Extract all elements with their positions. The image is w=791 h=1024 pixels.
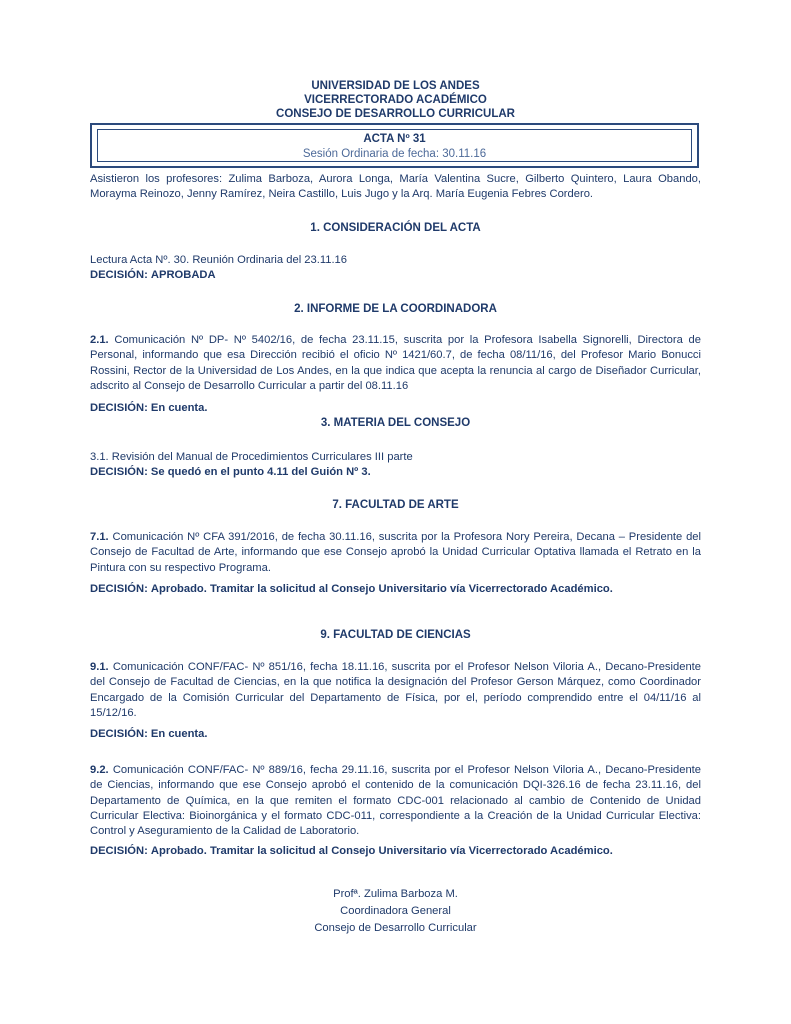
decision-label: DECISIÓN: <box>90 583 148 595</box>
session-date: Sesión Ordinaria de fecha: 30.11.16 <box>302 148 487 160</box>
decision-label: DECISIÓN: <box>90 845 148 857</box>
item-text: Comunicación CONF/FAC- Nº 851/16, fecha 18.11.16, suscrita por el Profesor Nelson Viloria A., Decano-Presidente del Consejo de Facultad de Ciencias, en la que notifica la designación del Profesor Gerson Márquez, como Coordinador Encargado de la Comisión Curricular del Departamento de Física, por el, período comprendido entre el 04/11/16 al 15/12/16. <box>90 661 702 719</box>
decision-label: DECISIÓN: <box>90 728 148 740</box>
signature-org: Consejo de Desarrollo Curricular <box>314 922 477 934</box>
section-7-decision <box>90 582 701 597</box>
section-2-item <box>90 333 701 394</box>
section-1-heading: 1. CONSIDERACIÓN DEL ACTA <box>310 222 481 234</box>
item-text: Comunicación Nº DP- Nº 5402/16, de fecha 23.11.15, suscrita por la Profesora Isabella Signorelli, Directora de Personal, informando que esa Dirección recibió el oficio Nº 1421/60.7, de fecha 08/11/16, del Profesor Mario Bonucci Rossini, Rector de la Universidad de Los Andes, en la que indica que acepta la renuncia al cargo de Diseñador Curricular, adscrito al Consejo de Desarrollo Curricular a partir del 08.11.16 <box>90 334 701 392</box>
decision-value: Se quedó en el punto 4.11 del Guión Nº 3. <box>150 466 371 478</box>
item-number: 7.1. <box>90 531 109 543</box>
signature-name: Profª. Zulima Barboza M. <box>333 888 458 900</box>
section-3-heading: 3. MATERIA DEL CONSEJO <box>320 417 471 429</box>
university-name: UNIVERSIDAD DE LOS ANDES <box>311 80 480 92</box>
item-number: 9.1. <box>90 661 109 673</box>
item-text: Comunicación Nº CFA 391/2016, de fecha 30.11.16, suscrita por la Profesora Nory Pereira, Decana – Presidente del Consejo de Facultad de Arte, informando que ese Consejo aprobó la Unidad Curricular Optativa llamada el Retrato en la Pintura con su respectivo Programa. <box>90 531 701 574</box>
section-9-item-1 <box>90 660 701 721</box>
item-text: Comunicación CONF/FAC- Nº 889/16, fecha 29.11.16, suscrita por el Profesor Nelson Viloria A., Decano-Presidente de Ciencias, informando que ese Consejo aprobó el contenido de la comunicación DQI-326.16 de fecha 23.11.16, del Departamento de Química, en la que remiten el formato CDC-001 relacionado al cambio de Contenido de Unidad Curricular Electiva: Bioinorgánica y el formato CDC-011, correspondiente a la Creación de la Unidad Curricular Electiva: Control y Aseguramiento de la Calidad de Laboratorio. <box>90 764 702 838</box>
decision-value: En cuenta. <box>150 402 208 414</box>
decision-value: Aprobado. Tramitar la solicitud al Consejo Universitario vía Vicerrectorado Académico. <box>150 583 613 595</box>
vicerrectorado-name: VICERRECTORADO ACADÉMICO <box>304 94 487 106</box>
acta-title-box <box>90 123 699 168</box>
acta-number: ACTA Nº 31 <box>363 133 426 145</box>
section-3-decision <box>90 465 701 480</box>
section-2-heading: 2. INFORME DE LA COORDINADORA <box>294 303 497 315</box>
decision-value: APROBADA <box>150 269 216 281</box>
signature-block <box>90 886 701 937</box>
decision-label: DECISIÓN: <box>90 466 148 478</box>
signature-role: Coordinadora General <box>340 905 451 917</box>
section-7-heading: 7. FACULTAD DE ARTE <box>332 499 459 511</box>
section-9-heading: 9. FACULTAD DE CIENCIAS <box>320 629 471 641</box>
decision-value: Aprobado. Tramitar la solicitud al Consejo Universitario vía Vicerrectorado Académico. <box>150 845 613 857</box>
section-9-item-1-decision <box>90 727 701 742</box>
consejo-name: CONSEJO DE DESARROLLO CURRICULAR <box>276 108 515 120</box>
acta-title-inner-box <box>97 129 692 162</box>
section-1-text: Lectura Acta Nº. 30. Reunión Ordinaria del 23.11.16 <box>90 254 347 266</box>
decision-value: En cuenta. <box>150 728 208 740</box>
section-3-text: 3.1. Revisión del Manual de Procedimientos Curriculares III parte <box>90 451 413 463</box>
item-number: 9.2. <box>90 764 109 776</box>
section-2-decision <box>90 401 701 416</box>
section-7-item <box>90 530 701 576</box>
attendance-paragraph: Asistieron los profesores: Zulima Barboza, Aurora Longa, María Valentina Sucre, Gilberto Quintero, Laura Obando, Morayma Reinozo, Jenny Ramírez, Neira Castillo, Luis Jugo y la Arq. María Eugenia Febres Cordero. <box>90 173 701 201</box>
item-number: 2.1. <box>90 334 109 346</box>
section-9-item-2-decision <box>90 844 701 859</box>
section-1-decision <box>90 268 701 283</box>
decision-label: DECISIÓN: <box>90 269 148 281</box>
section-9-item-2 <box>90 763 701 839</box>
decision-label: DECISIÓN: <box>90 402 148 414</box>
